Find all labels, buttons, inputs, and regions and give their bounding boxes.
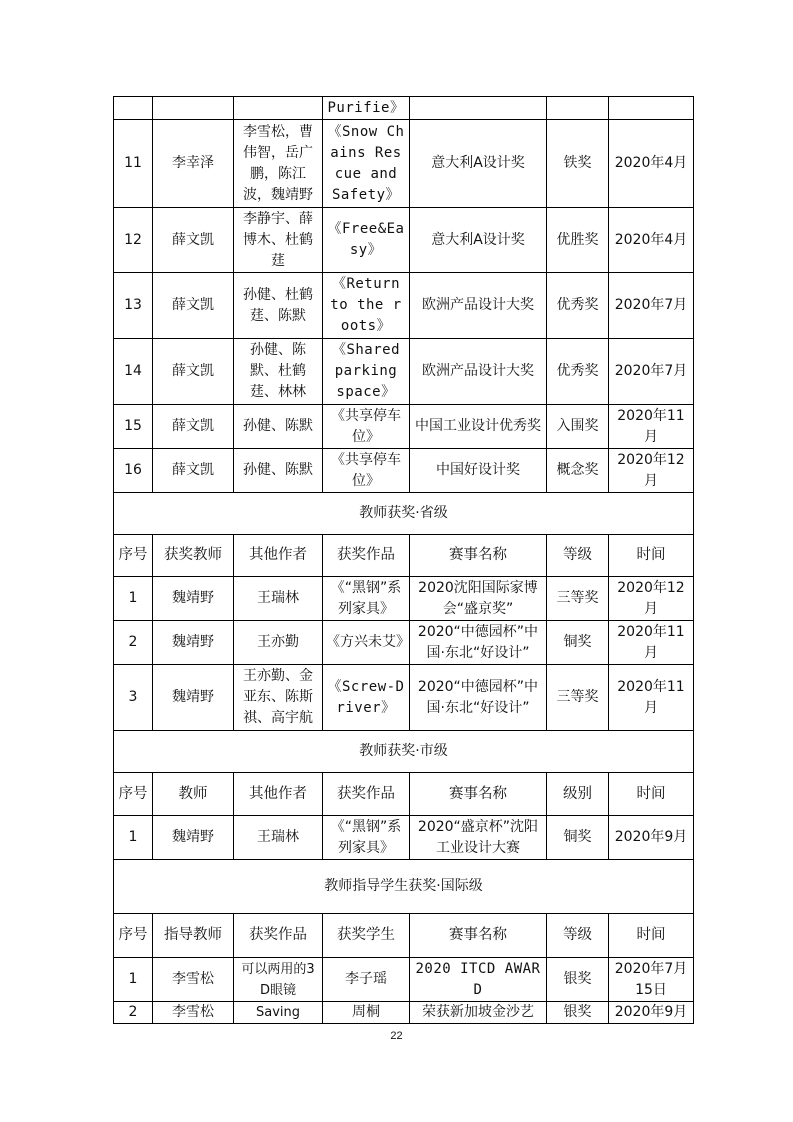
header-cell: 教师 [153,773,234,816]
section-title-city: 教师获奖·市级 [114,731,694,773]
cell-contest [410,97,547,120]
cell-student: 周桐 [323,1002,410,1024]
cell-no: 1 [114,577,153,621]
cell-work: 《Screw-Driver》 [323,665,410,731]
cell-level: 铁奖 [547,120,609,208]
cell-contest: 2020沈阳国际家博会“盛京奖” [410,577,547,621]
cell-others: 孙健、陈默、杜鹤莛、林林 [234,339,323,405]
header-row [114,535,694,577]
cell-time: 2020年9月 [609,1002,694,1024]
cell-no: 1 [114,816,153,860]
table-row [114,208,694,273]
cell-work: 《方兴未艾》 [323,621,410,665]
cell-level [547,97,609,120]
cell-others: 孙健、杜鹤莛、陈默 [234,273,323,339]
table-row [114,577,694,621]
cell-level: 入围奖 [547,405,609,449]
header-cell: 序号 [114,914,153,958]
cell-no: 14 [114,339,153,405]
header-cell: 时间 [609,914,694,958]
cell-teacher: 薛文凯 [153,273,234,339]
header-cell: 获奖学生 [323,914,410,958]
cell-no [114,97,153,120]
table-row [114,621,694,665]
cell-others: 王亦勤、金亚东、陈斯祺、高宇航 [234,665,323,731]
cell-no: 3 [114,665,153,731]
cell-work: 《Return to the roots》 [323,273,410,339]
cell-no: 11 [114,120,153,208]
table-row [114,405,694,449]
page-number: 22 [390,1030,403,1042]
header-cell: 等级 [547,535,609,577]
awards-table [113,96,694,1024]
cell-time: 2020年7月15日 [609,958,694,1002]
cell-work: 《共享停车位》 [323,449,410,493]
cell-others: 李雪松，曹伟智，岳广鹏，陈江波，魏靖野 [234,120,323,208]
section-row [114,731,694,773]
header-cell: 获奖作品 [234,914,323,958]
section-title-intl: 教师指导学生获奖·国际级 [114,860,694,914]
cell-no: 2 [114,1002,153,1024]
table-row [114,816,694,860]
cell-teacher: 李雪松 [153,958,234,1002]
header-cell: 指导教师 [153,914,234,958]
cell-level: 三等奖 [547,665,609,731]
cell-contest: 中国工业设计优秀奖 [410,405,547,449]
cell-time: 2020年7月 [609,273,694,339]
cell-work: Purifie》 [323,97,410,120]
header-cell: 序号 [114,773,153,816]
table-row [114,97,694,120]
cell-no: 16 [114,449,153,493]
cell-level: 优秀奖 [547,273,609,339]
cell-contest: 意大利A设计奖 [410,120,547,208]
header-row [114,914,694,958]
cell-no: 12 [114,208,153,273]
cell-level: 概念奖 [547,449,609,493]
header-cell: 时间 [609,535,694,577]
header-cell: 获奖作品 [323,535,410,577]
cell-level: 银奖 [547,1002,609,1024]
cell-time: 2020年12月 [609,449,694,493]
table-row [114,665,694,731]
table-row [114,273,694,339]
cell-teacher [153,97,234,120]
cell-contest: 中国好设计奖 [410,449,547,493]
cell-contest: 欧洲产品设计大奖 [410,339,547,405]
cell-level: 优胜奖 [547,208,609,273]
header-row [114,773,694,816]
cell-level: 优秀奖 [547,339,609,405]
table-row [114,958,694,1002]
cell-time: 2020年12月 [609,577,694,621]
cell-contest: 意大利A设计奖 [410,208,547,273]
cell-work: 《“黑钢”系列家具》 [323,816,410,860]
cell-teacher: 魏靖野 [153,577,234,621]
table-row [114,449,694,493]
table-row [114,120,694,208]
cell-time: 2020年11月 [609,405,694,449]
cell-contest: 2020 ITCD AWARD [410,958,547,1002]
header-cell: 序号 [114,535,153,577]
header-cell: 赛事名称 [410,914,547,958]
cell-teacher: 薛文凯 [153,208,234,273]
section-row [114,493,694,535]
cell-work: 《Shared parking space》 [323,339,410,405]
cell-time: 2020年11月 [609,665,694,731]
table-row [114,339,694,405]
header-cell: 等级 [547,914,609,958]
cell-level: 银奖 [547,958,609,1002]
cell-others: 王瑞林 [234,577,323,621]
cell-work: Saving [234,1002,323,1024]
cell-teacher: 魏靖野 [153,621,234,665]
section-row [114,860,694,914]
cell-teacher: 魏靖野 [153,665,234,731]
cell-teacher: 薛文凯 [153,339,234,405]
cell-time [609,97,694,120]
cell-level: 铜奖 [547,621,609,665]
cell-time: 2020年11月 [609,621,694,665]
cell-contest: 2020“中德园杯”中国·东北“好设计” [410,665,547,731]
cell-work: 可以两用的3D眼镜 [234,958,323,1002]
header-cell: 赛事名称 [410,535,547,577]
cell-student: 李子瑶 [323,958,410,1002]
cell-time: 2020年4月 [609,208,694,273]
header-cell: 时间 [609,773,694,816]
header-cell: 获奖教师 [153,535,234,577]
header-cell: 其他作者 [234,535,323,577]
cell-no: 15 [114,405,153,449]
cell-others: 王瑞林 [234,816,323,860]
cell-time: 2020年4月 [609,120,694,208]
cell-time: 2020年9月 [609,816,694,860]
cell-others: 孙健、陈默 [234,449,323,493]
header-cell: 级别 [547,773,609,816]
header-cell: 获奖作品 [323,773,410,816]
cell-contest: 2020“盛京杯”沈阳工业设计大赛 [410,816,547,860]
cell-teacher: 薛文凯 [153,449,234,493]
cell-work: 《Snow Chains Rescue and Safety》 [323,120,410,208]
header-cell: 其他作者 [234,773,323,816]
cell-others [234,97,323,120]
cell-work: 《Free&Easy》 [323,208,410,273]
cell-teacher: 李雪松 [153,1002,234,1024]
cell-no: 13 [114,273,153,339]
cell-teacher: 薛文凯 [153,405,234,449]
cell-contest: 2020“中德园杯”中国·东北“好设计” [410,621,547,665]
cell-work: 《“黑钢”系列家具》 [323,577,410,621]
cell-others: 李静宇、薛博木、杜鹤莛 [234,208,323,273]
cell-others: 王亦勤 [234,621,323,665]
cell-time: 2020年7月 [609,339,694,405]
cell-level: 三等奖 [547,577,609,621]
cell-teacher: 李幸泽 [153,120,234,208]
cell-work: 《共享停车位》 [323,405,410,449]
cell-level: 铜奖 [547,816,609,860]
header-cell: 赛事名称 [410,773,547,816]
section-title-provincial: 教师获奖·省级 [114,493,694,535]
cell-no: 2 [114,621,153,665]
cell-contest: 荣获新加坡金沙艺 [410,1002,547,1024]
cell-others: 孙健、陈默 [234,405,323,449]
cell-contest: 欧洲产品设计大奖 [410,273,547,339]
cell-teacher: 魏靖野 [153,816,234,860]
table-row [114,1002,694,1024]
cell-no: 1 [114,958,153,1002]
